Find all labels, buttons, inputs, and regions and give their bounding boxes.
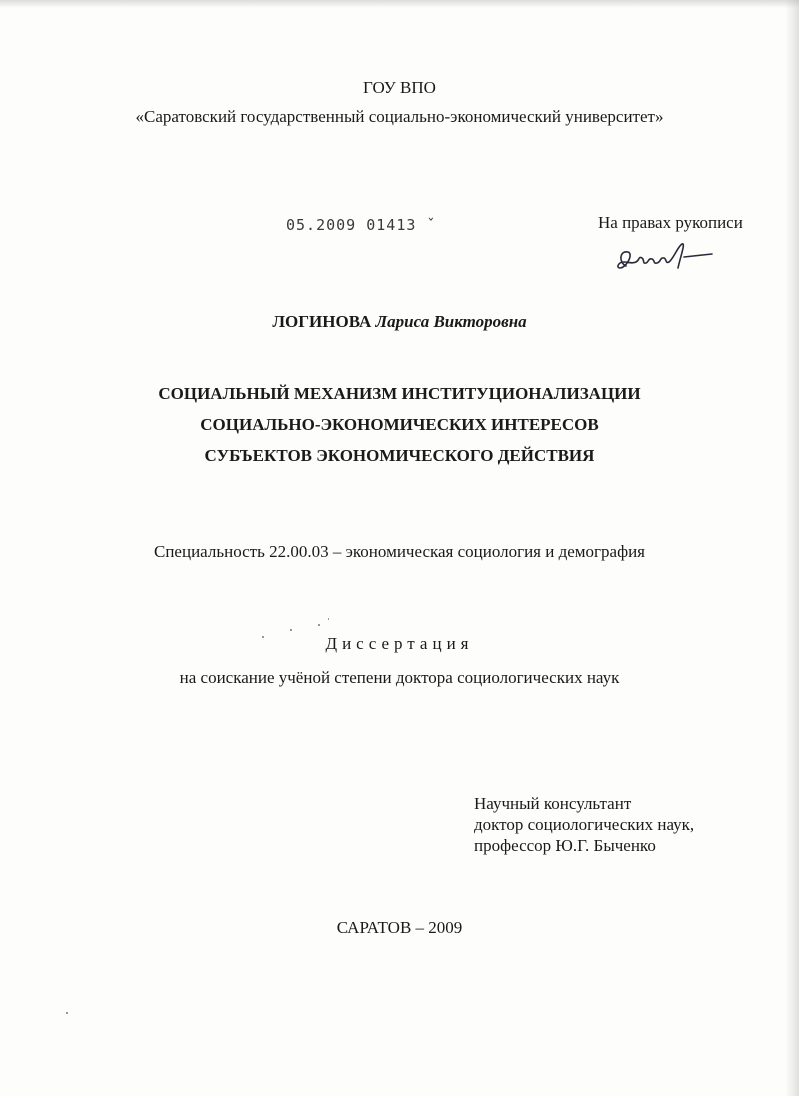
scan-speck [318, 624, 320, 626]
organization-line: ГОУ ВПО [363, 78, 436, 97]
signature-icon [612, 240, 722, 276]
scan-edge-top [0, 0, 799, 8]
scan-speck [66, 1012, 68, 1014]
scan-speck [290, 629, 292, 631]
author-given-names: Лариса Викторовна [375, 312, 527, 331]
dissertation-title-line: СУБЪЕКТОВ ЭКОНОМИЧЕСКОГО ДЕЙСТВИЯ [204, 446, 595, 465]
dissertation-title-line: СОЦИАЛЬНО-ЭКОНОМИЧЕСКИХ ИНТЕРЕСОВ [200, 415, 599, 434]
scan-speck [262, 636, 264, 638]
registration-number-text: 05.2009 01413 [286, 216, 417, 234]
scan-speck [328, 618, 329, 620]
city-year: САРАТОВ – 2009 [336, 918, 463, 937]
consultant-name: профессор Ю.Г. Быченко [474, 836, 656, 855]
registration-mark: ˇ [416, 216, 437, 234]
degree-line: на соискание учёной степени доктора социологических наук [179, 668, 620, 687]
document-type: Диссертация [325, 634, 474, 653]
consultant-label: Научный консультант [474, 794, 632, 813]
specialty-line: Специальность 22.00.03 – экономическая социология и демография [154, 542, 645, 561]
university-name: «Саратовский государственный социально-экономический университет» [135, 107, 664, 126]
registration-number [286, 216, 436, 234]
consultant-degree: доктор социологических наук, [474, 815, 695, 834]
author-surname: ЛОГИНОВА [272, 312, 372, 331]
rights-notice: На правах рукописи [598, 213, 743, 232]
dissertation-title-line: СОЦИАЛЬНЫЙ МЕХАНИЗМ ИНСТИТУЦИОНАЛИЗАЦИИ [158, 384, 641, 403]
author-name [0, 312, 799, 332]
